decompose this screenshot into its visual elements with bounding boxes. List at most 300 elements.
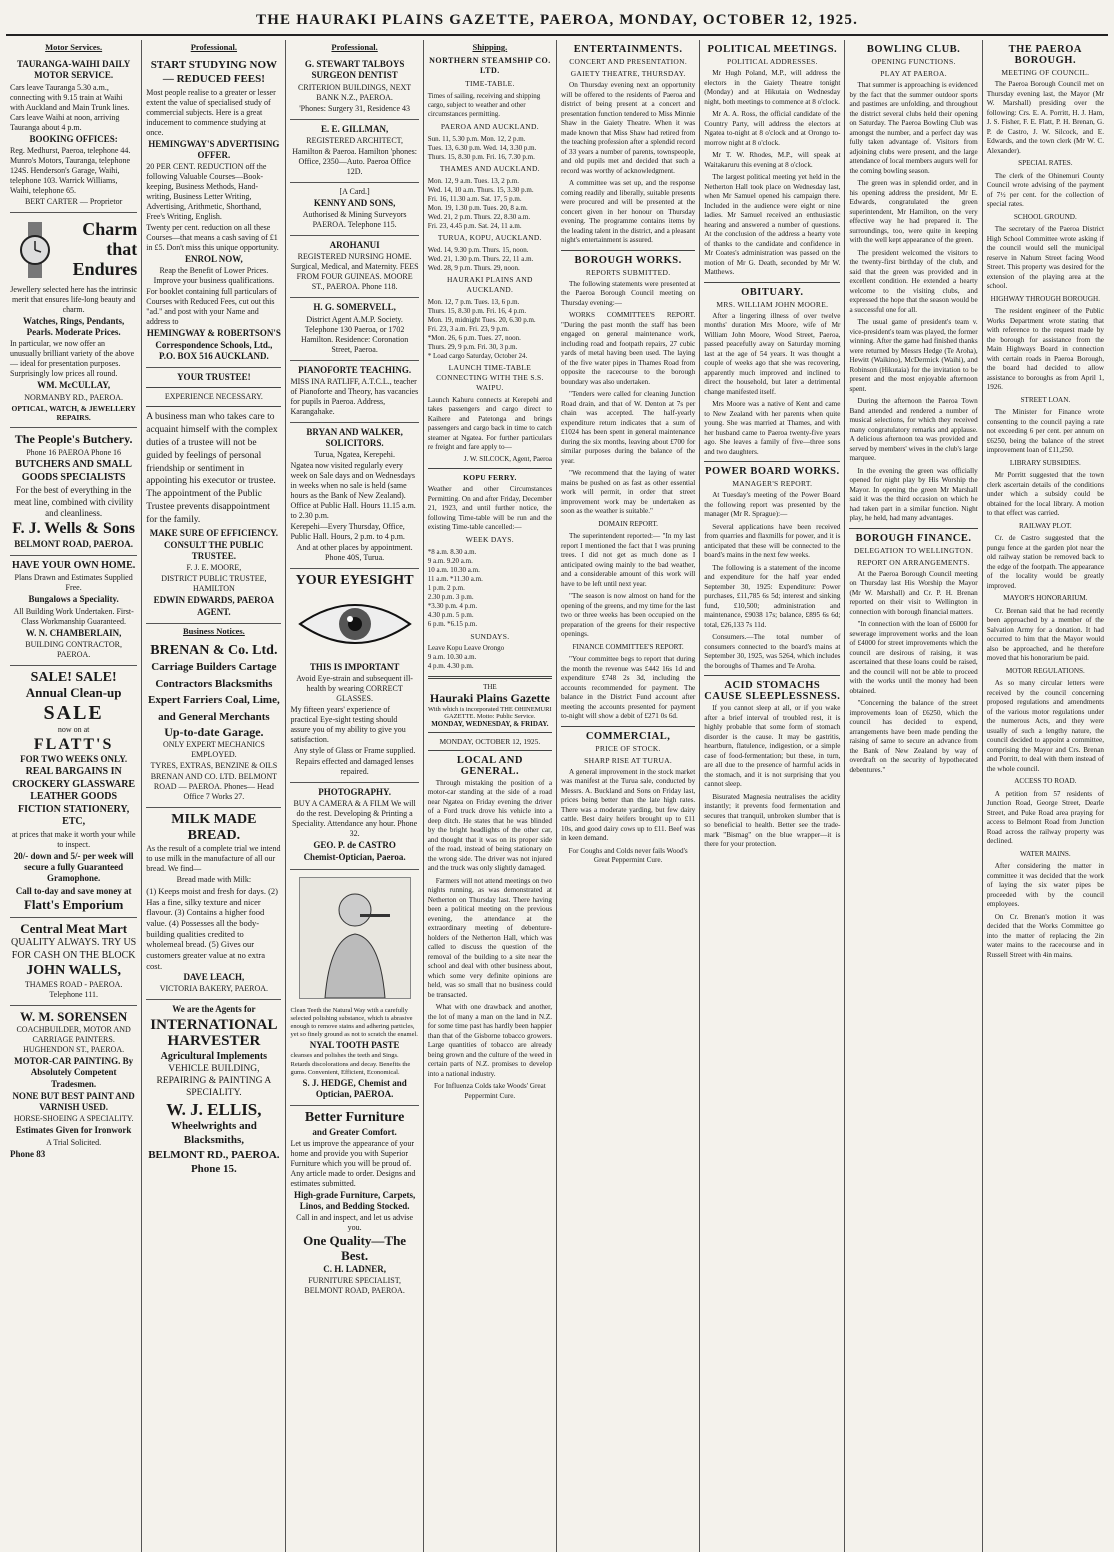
- ad-motor-service: [10, 55, 137, 213]
- ad-card: [A Card.]: [339, 186, 370, 196]
- ferry-row: 1 p.m. 2 p.m.: [427, 584, 465, 593]
- ad-phone: Phone 16 PAEROA Phone 16: [26, 448, 122, 458]
- ad-name: H. G. SOMERVELL,: [313, 302, 396, 313]
- ad-text: TYRES, EXTRAS, BENZINE & OILS: [150, 761, 278, 771]
- article-paragraph: Mr Porritt suggested that the town clerk ascertain details of the conditions under which a subsidy could be obtained for the local library. A motion to that effect was carried.: [986, 471, 1104, 517]
- ad-text: High-grade Furniture, Carpets, Linos, and Bedding Stocked.: [293, 1189, 416, 1212]
- article-paragraph: The largest political meeting yet held in the Netherton Hall took place on Wednesday last, when Mr Samuel opened his campaign there. Included in the audience were eight or nine ladies. Mr Samuel received an enthusiastic hearing and answered a number of questions. At the conclusion of the address a hearty vote of thanks to the candidate and confidence in Mr Coates's administration was passed on the motion of Mr G. Death, seconded by Mr W. Matthews.: [704, 173, 841, 276]
- article-paragraph: That summer is approaching is evidenced by the fact that the summer outdoor sports and pastimes are unfolding, and throughout the district several clubs held their opening on Saturday. The Paeroa Bowling Club was amongst the number, and a perfect day was fully taken advantage of. Visitors from adjoining clubs were present, and the large attendance of local members augurs well for the coming bowling season.: [849, 81, 978, 175]
- ad-public-trustee: [146, 368, 281, 624]
- schedule-row: Wed. 28, 9 p.m. Thurs. 29, noon.: [427, 264, 520, 273]
- ad-trade: Chemist-Optician, Paeroa.: [303, 852, 406, 863]
- article-subhead: MEETING OF COUNCIL.: [1001, 68, 1090, 77]
- divider: [704, 675, 840, 676]
- ferry-row: *3.30 p.m. 4 p.m.: [427, 602, 478, 611]
- ad-name: HEMINGWAY & ROBERTSON'S Correspondence Schools, Ltd., P.O. BOX 516 AUCKLAND.: [146, 328, 281, 361]
- ad-list: (1) Keeps moist and fresh for days. (2) Has a fine, silky texture and nicer flavour. (3) Contains a higher food value. (4) Possesses all the body-building qualities credited to wholemeal bread. (5) Gives our customers greater value at no extra cost.: [146, 886, 278, 971]
- schedule-row: Fri. 16, 11.30 a.m. Sat. 17, 5 p.m.: [427, 194, 522, 203]
- article-paragraph: A general improvement in the stock market was manifest at the Turua sale, conducted by Messrs. A. Buckland and Sons on Friday last, prices being better than the late high rates. There was a moderate yarding, but few dairy cattle. Best dairy heifers brought up to £11 10s, and good dairy cows up to £11. Beef was in keen demand.: [561, 767, 696, 842]
- article-body: [987, 80, 1104, 960]
- article-subhead: DOMAIN REPORT.: [598, 519, 658, 528]
- ad-subtitle: THIS IS IMPORTANT: [309, 661, 400, 672]
- ad-name: W. J. ELLIS,: [166, 1099, 262, 1119]
- schedule-row: Wed. 14, 9.30 p.m. Thurs. 15, noon.: [427, 245, 529, 254]
- ad-phone: 'Phones: Surgery 31, Residence 43: [299, 103, 411, 113]
- article-headline: POLITICAL MEETINGS.: [707, 44, 838, 55]
- divider: [849, 528, 977, 529]
- article-paragraph: "Concerning the balance of the street improvements loan of £6250, which the council has decided to expend, arrangements have been made pending the raising of same to secure an advance from the Bank of New Zealand by way of overdraft on the security of hypothecated debentures.": [849, 699, 978, 774]
- column-3: [286, 40, 423, 1552]
- article-paragraph: Farmers will not attend meetings on two nights running, as was demonstrated at Netherton on Thursday last. There having been a political meeting on the previous evening, the attendance at the extraordinary meeting of debenture-holders of the Netherton Hall, which was called to discuss the question of the removal of the building to a site near the school and deal with other business about, which some very definite opinions are held, was so small that no business could be transacted.: [427, 876, 553, 999]
- article-headline: LOCAL AND GENERAL.: [456, 754, 523, 777]
- ferry-row: 2.30 p.m. 3 p.m.: [427, 593, 474, 602]
- ad-text: now on at: [57, 724, 90, 734]
- article-paragraph: In the evening the green was officially opened for night play by His Worship the Mayor. In opening the green Mr Marshall said it was the third occasion on which he had taken part in a similar function. Night play, he held, had many advantages.: [849, 466, 978, 522]
- ad-text: Reap the Benefit of Lower Prices. Improve your business qualifications.: [153, 266, 275, 286]
- ad-address: CRITERION BUILDINGS, NEXT BANK N.Z., PAEROA.: [298, 82, 412, 102]
- article-headline: BOROUGH FINANCE.: [855, 532, 972, 544]
- ad-speciality: Bungalows a Speciality.: [28, 594, 119, 605]
- ad-title: REGISTERED ARCHITECT,: [306, 135, 403, 145]
- article-headline: COMMERCIAL,: [585, 730, 671, 742]
- article-subhead: RAILWAY PLOT.: [1018, 521, 1072, 530]
- schedule-row: Sun. 11, 5.30 p.m. Mon. 12, 2 p.m.: [427, 134, 526, 143]
- columns: [6, 40, 1108, 1552]
- article-subhead: PRICE OF STOCK.: [595, 743, 661, 753]
- ferry-row: 9 a.m. 10.30 a.m.: [427, 653, 477, 662]
- masthead: THE HAURAKI PLAINS GAZETTE, PAEROA, MONDAY, OCTOBER 12, 1925.: [6, 6, 1108, 36]
- ad-text: ONLY EXPERT MECHANICS EMPLOYED.: [162, 740, 265, 760]
- article-headline: OBITUARY.: [741, 286, 804, 298]
- article-subhead: SHARP RISE AT TURUA.: [584, 755, 673, 765]
- article-paragraph: Several applications have been received from quarries and flaxmills for power, and it is anticipated that these will be connected to the board's mains in the next few weeks.: [704, 522, 841, 559]
- ad-slogan: One Quality—The Best.: [303, 1233, 407, 1263]
- ad-title: TAURANGA-WAIHI DAILY MOTOR SERVICE.: [17, 59, 131, 81]
- article-headline: BOWLING CLUB.: [866, 44, 961, 55]
- ad-text: Kerepehi—Every Thursday, Office, Public Hall. Hours, 2 p.m. to 4 p.m.: [290, 522, 405, 542]
- schedule-row: Wed. 14, 10 a.m. Thurs. 15, 3.30 p.m.: [427, 185, 534, 194]
- ad-name: BRENAN & Co. Ltd.: [150, 642, 278, 658]
- article-footer: For Coughs and Colds never fails Wood's Great Peppermint Cure.: [568, 846, 688, 864]
- article-paragraph: What with one drawback and another, the lot of many a man on the land in N.Z. for some time past has hardly been happier than that of the Gisborne tobacco growers. Large quantities of tobacco are already being grown and the culture of the weed in certain parts of N.Z. promises to develop into a national industry.: [427, 1003, 553, 1078]
- article-paragraph: A petition from 57 residents of Junction Road, George Street, Dearle Street, and Puke Road area praying for access to Belmont Road from Junction Road across the railway property was declined.: [986, 789, 1104, 845]
- ad-milk-bread: [146, 808, 281, 1000]
- ad-footer: BRENAN AND CO. LTD. BELMONT ROAD — PAEROA. Phones— Head Office 7 Works 27.: [150, 772, 278, 802]
- ad-text: QUALITY ALWAYS. TRY US FOR CASH ON THE BLOCK: [11, 937, 137, 961]
- article-subhead: DELEGATION TO WELLINGTON.: [853, 545, 974, 555]
- ad-name: W. N. CHAMBERLAIN,: [25, 627, 122, 638]
- section-heading: Professional.: [190, 42, 238, 52]
- route-heading: THAMES AND AUCKLAND.: [439, 163, 540, 173]
- article-subhead: HIGHWAY THROUGH BOROUGH.: [990, 294, 1101, 303]
- ad-store: Flatt's Emporium: [23, 896, 124, 912]
- ad-text: Reg. Medhurst, Paeroa, telephone 44. Munro's Motors, Tauranga, telephone 124S. Henderson's Garage, Waihi, telephone 103. Warrick Williams, Waihi, telephone 65.: [10, 145, 131, 195]
- ad-sorensen: [10, 1006, 137, 1165]
- ad-text: Call to-day and save money at: [15, 885, 132, 896]
- article-paragraph: On Thursday evening next an opportunity will be offered to the residents of Paeroa and district of being present at a concert and presentation function tendered to Miss Minnie Shaw in the Gaiety Theatre. When it was made known that Miss Shaw had retired from the teaching profession after a splendid record of 33 years a number of parents, townspeople, and old pupils met and decided that such a record was worthy of acknowledgment.: [561, 81, 696, 175]
- ad-headline: Endures: [72, 258, 138, 279]
- eye-icon: [295, 594, 415, 654]
- ad-title: Better Furniture: [304, 1110, 405, 1126]
- article-paragraph: "The season is now almost on hand for the opening of the greens, and my time for the last two or three weeks has been occupied on the preparation of the greens for their respective openings.: [561, 592, 696, 638]
- ad-subtitle: HEMINGWAY'S ADVERTISING OFFER.: [148, 138, 280, 160]
- ad-name: AROHANUI: [329, 240, 380, 250]
- ad-name: E. E. GILLMAN,: [320, 123, 389, 134]
- article-paragraph: At the Paeroa Borough Council meeting on Thursday last His Worship the Mayor (Mr W. Marshall) and Cr. P. H. Brenan reported on their visit to Wellington in connection with borough financial matters.: [849, 569, 978, 616]
- column-2: [142, 40, 286, 1552]
- ad-title: PHOTOGRAPHY.: [318, 786, 391, 797]
- article-subhead: SCHOOL GROUND.: [1013, 212, 1077, 221]
- divider: [428, 676, 552, 679]
- schedule-note: * Load cargo Saturday, October 24.: [427, 352, 528, 361]
- ad-text: Estimates Given for Ironwork: [15, 1125, 132, 1136]
- ad-name: GEO. P. de CASTRO: [313, 840, 396, 851]
- ad-eyesight: [290, 569, 418, 783]
- ad-photography: [290, 783, 418, 870]
- ad-text: A Trial Solicited.: [46, 1137, 102, 1147]
- shipping-schedule: [428, 56, 552, 672]
- article-subhead: SPECIAL RATES.: [1018, 159, 1073, 167]
- ad-text: 20/- down and 5/- per week will secure a fully Guaranteed Gramophone.: [13, 850, 134, 884]
- ad-proprietor: BERT CARTER — Proprietor: [24, 196, 123, 206]
- ad-name: NYAL TOOTH PASTE: [309, 1040, 400, 1051]
- ad-phone: Phone 83: [10, 1148, 46, 1159]
- route-heading: TURUA, KOPU, AUCKLAND.: [437, 233, 542, 243]
- ad-name: KENNY AND SONS,: [313, 197, 396, 208]
- ad-subtitle: BUTCHERS AND SMALL GOODS SPECIALISTS: [15, 459, 132, 483]
- ad-subtitle: CONSULT THE PUBLIC TRUSTEE.: [163, 539, 264, 562]
- ad-store: FLATT'S: [33, 735, 114, 753]
- ferry-text: Weather and other Circumstances Permitting. On and after Friday, December 21, 1923, and until further notice, the following Time-table will be run and the existing Time-table cancelled:—: [427, 485, 553, 532]
- ad-jeweller: [10, 213, 137, 429]
- man-brushing-teeth-illustration: [299, 877, 411, 999]
- article-paragraph: After considering the matter in committee it was decided that the work of laying the six water pipes be proceeded with by the council employees.: [986, 862, 1104, 908]
- ad-tooth-paste: [290, 870, 418, 1107]
- ad-piano: [290, 361, 418, 423]
- ad-text: Jewellery selected here has the intrinsic merit that ensures life-long beauty and charm.: [10, 284, 138, 314]
- article-paragraph: Mr T. W. Rhodes, M.P., will speak at Waitakaruru this evening at 8 o'clock.: [704, 151, 841, 169]
- ad-subtitle: and Greater Comfort.: [312, 1126, 397, 1137]
- article-paragraph: After a lingering illness of over twelve months' duration Mrs Moore, wife of Mr William John Moore, Wood Street, Paeroa, passed peacefully away on Saturday morning last at the age of 54 years. It was thought a couple of weeks ago that she was recovering, apparently much improved and inclined to direct the household, but later a detrimental change manifested itself.: [704, 311, 841, 396]
- article-paragraph: At Tuesday's meeting of the Power Board the following report was presented by the manager (Mr R. Sprague):—: [704, 491, 841, 518]
- article-paragraph: The Paeroa Borough Council met on Thursday evening last, the Mayor (Mr W. Marshall) presiding over the following: Crs. E. A. Porritt, H. J. Ham, J. S. Fisher, F. E. Flatt, P. H. Brenan, G. P. de Castro, J. W. Silcock, and E. Edwards, and the town clerk (Mr W. C. Alexander).: [986, 80, 1104, 155]
- article-body: [428, 779, 552, 1102]
- divider: [428, 468, 552, 469]
- ad-agent: EDWIN EDWARDS, PAEROA AGENT.: [153, 595, 275, 617]
- ad-brenan: [146, 639, 281, 809]
- ad-items: Watches, Rings, Pendants, Pearls. Moderate Prices.: [23, 315, 125, 337]
- article-body: [704, 704, 840, 850]
- ad-text: Ngatea now visited regularly every week on Sale days and on Wednesdays in weeks when no sale is held (same hours as the Bank of New Zealand). Office at Public Hall. Hours 11.15 a.m. to 2.30 p.m.: [290, 461, 416, 521]
- ad-text: Any style of Glass or Frame supplied.: [293, 745, 416, 755]
- section-heading: Motor Services.: [45, 42, 103, 52]
- schedule-row: Fri. 23, 3 a.m. Fri. 23, 9 p.m.: [427, 324, 509, 333]
- article-headline: ENTERTAINMENTS.: [573, 44, 683, 55]
- ad-list: REAL BARGAINS IN CROCKERY GLASSWARE LEATHER GOODS FICTION STATIONERY, ETC,: [12, 766, 136, 828]
- route-heading: LAUNCH TIME-TABLE CONNECTING WITH THE S.S. WAIPU.: [436, 363, 544, 392]
- ad-text: cleanses and polishes the teeth and Sings. Retards discolorations and decay. Benefits the gums. Convenient, Efficient, Economical.: [290, 1052, 411, 1076]
- ad-trade: OPTICAL, WATCH, & JEWELLERY REPAIRS.: [11, 403, 136, 422]
- ferry-week-heading: WEEK DAYS.: [465, 534, 514, 544]
- ad-title: YOUR TRUSTEE!: [177, 372, 251, 382]
- article-headline: ACID STOMACHS CAUSE SLEEPLESSNESS.: [704, 680, 841, 702]
- article-paragraph: The superintendent reported:— "In my last report I mentioned the fact that I was pruning trees. I did not get as much done as I anticipated owing mainly to the bad weather, and a considerable amount of this work will have to be left until next year.: [561, 532, 696, 588]
- schedule-row: Mon. 19, 1.30 p.m. Tues. 20, 8 a.m.: [427, 203, 528, 212]
- timetable-heading: TIME-TABLE.: [465, 78, 515, 88]
- ad-list: Carriage Builders Cartage Contractors Blacksmiths Expert Farriers Coal, Lime, and General Merchants: [148, 661, 280, 723]
- ad-text: A business man who takes care to acquaint himself with the complex duties of a trustee will not be guided by feelings of personal friendship or sentiment in appointing his executor or trustee. The appointment of the Public Trustee prevents disappointment for the family.: [146, 412, 278, 525]
- ad-title: PIANOFORTE TEACHING.: [298, 364, 412, 375]
- article-body: [704, 312, 840, 458]
- ad-chemist: S. J. HEDGE, Chemist and Optician, PAEROA.: [302, 1077, 407, 1100]
- ad-name: BRYAN AND WALKER, SOLICITORS.: [306, 426, 403, 448]
- ad-trade: Wheelwrights and Blacksmiths,: [170, 1120, 257, 1147]
- nameplate-date: MONDAY, OCTOBER 12, 1925.: [439, 736, 541, 746]
- ad-dentist: [290, 55, 418, 120]
- nameplate-days: MONDAY, WEDNESDAY, & FRIDAY.: [431, 719, 549, 728]
- ad-subtitle: Agricultural Implements: [160, 1050, 268, 1062]
- ad-address: FURNITURE SPECIALIST, BELMONT ROAD, PAEROA.: [304, 1276, 405, 1296]
- nameplate-subtitle: With which is incorporated THE OHINEMURI GAZETTE. Motto: Public Service.: [428, 705, 552, 720]
- ad-title: START STUDYING NOW— REDUCED FEES!: [150, 59, 278, 85]
- ad-nursing-home: [290, 236, 418, 298]
- ferry-row: 6 p.m. *6.15 p.m.: [427, 620, 478, 629]
- ad-text: BUY A CAMERA & A FILM We will do the rest. Developing & Printing a Speciality. Attendance any hour. Phone 32.: [291, 799, 418, 839]
- article-subhead: LIBRARY SUBSIDIES.: [1009, 458, 1081, 467]
- article-subhead: MANAGER'S REPORT.: [732, 479, 813, 488]
- ad-headline: that: [106, 238, 138, 259]
- ad-surveyors: [290, 183, 418, 236]
- ad-address: THAMES ROAD - PAEROA. Telephone 111.: [24, 979, 123, 999]
- ferry-heading: KOPU FERRY.: [463, 472, 517, 482]
- ferry-sunday-heading: SUNDAYS.: [470, 631, 510, 641]
- ad-furniture: [290, 1106, 418, 1301]
- ad-harvester: [146, 1000, 281, 1181]
- article-headline: THE PAEROA BOROUGH.: [1008, 44, 1083, 66]
- ad-title: The People's Butchery.: [14, 432, 133, 447]
- ad-name: F. J. Wells & Sons: [12, 520, 135, 537]
- section-heading: Shipping.: [472, 42, 508, 52]
- column-1: [6, 40, 142, 1552]
- ad-name: DAVE LEACH,: [183, 972, 245, 983]
- article-subhead: MOTOR REGULATIONS.: [1005, 666, 1085, 675]
- article-headline: POWER BOARD WORKS.: [705, 466, 840, 477]
- ad-subtitle: Bread made with Milk:: [176, 875, 252, 885]
- article-paragraph: The green was in splendid order, and in his opening address the president, Mr E. Edwards, congratulated the green superintendent, Mr Hamilton, on the very effective way he had prepared it. The surroundings, too, were quite in keeping with the well kept appearance of the green.: [849, 179, 978, 244]
- article-paragraph: Mr Hugh Poland, M.P., will address the electors in the Gaiety Theatre tonight (Monday) and at Hikutaia on Wednesday night, both meetings to commence at 8 o'clock.: [704, 69, 841, 106]
- ad-meat-mart: [10, 918, 137, 1006]
- section-heading: Business Notices.: [182, 625, 245, 636]
- ad-subtitle: EXPERIENCE NECESSARY.: [164, 392, 263, 402]
- article-paragraph: "Tenders were called for cleaning Junction Road drain, and that of W. Denton at 7s per chain was accepted. The half-yearly expenditure return indicates that a sum of £1024 has been spent in general maintenance during the six months, leaving about £700 for similar purposes during the balance of the year.: [561, 390, 696, 465]
- ad-text: Twenty per cent. reduction on all these Courses—that means a cash saving of £1 in £5. Don't miss this unique opportunity.: [146, 223, 279, 252]
- schedule-row: Wed. 21, 1.30 p.m. Thurs. 22, 11 a.m.: [427, 255, 534, 263]
- ad-butchery: [10, 428, 137, 556]
- column-4: [424, 40, 557, 1552]
- ad-address: Turua, Ngatea, Kerepehi.: [314, 450, 395, 460]
- schedule-row: Fri. 23, 4.45 p.m. Sat. 24, 11 a.m.: [427, 222, 522, 231]
- ad-text: District Agent A.M.P. Society. Telephone 130 Paeroa, or 1702 Hamilton. Residence: Coronation Street, Paeroa.: [300, 314, 409, 354]
- ad-name: F. J. E. MOORE,: [186, 563, 242, 573]
- ad-name: C. H. LADNER,: [323, 1264, 386, 1274]
- ad-text: For the best of everything in the meat line, combined with civility and cleanliness.: [14, 485, 134, 518]
- divider: [428, 750, 552, 751]
- ad-text: MOTOR-CAR PAINTING. By Absolutely Competent Tradesmen.: [14, 1056, 134, 1089]
- ad-flatts-sale: [10, 666, 137, 918]
- article-paragraph: The usual game of president's team v. vice-president's team was played, the former winning. After the game had finished thanks were returned by Messrs Hedge (Te Aroha), Hewitt (Waikino), McDermick (Waihi), and Robinson (Hikutaia) for the invitation to be present and the most enjoyable afternoon spent.: [849, 318, 978, 393]
- watch-icon: [10, 220, 60, 280]
- ad-caption: Clean Teeth the Natural Way with a carefully selected polishing substance, which is abrasive enough to remove stains and adhering particles, yet so finely ground as not to scratch the enamel.: [290, 1006, 418, 1039]
- ferry-row: 4 p.m. 4.30 p.m.: [427, 662, 474, 671]
- ferry-row: Leave Kopu Leave Orongo: [427, 644, 505, 653]
- route-heading: HAURAKI PLAINS AND AUCKLAND.: [446, 275, 533, 294]
- section-heading: Professional.: [331, 42, 378, 52]
- article-paragraph: The president welcomed the visitors to the twenty-first birthday of the club, and said that the green was provided and in excellent condition. He extended a hearty welcome to the visiting clubs, and expressed the hope that the season would be a successful one for all.: [849, 248, 978, 314]
- schedule-row: Mon. 12, 9 a.m. Tues. 13, 2 p.m.: [427, 176, 519, 185]
- ad-address: NORMANBY RD., PAEROA.: [24, 392, 124, 402]
- ad-title: YOUR EYESIGHT: [295, 573, 414, 589]
- article-paragraph: As so many circular letters were received by the council concerning proposed regulations and amendments of the various motor regulations under the numerous Acts, and they were usually of such a lengthy nature, the council decided to appoint a committee, comprising the Mayor and Crs. Brenan and Porritt, to deal with them instead of the whole council.: [986, 679, 1104, 773]
- article-paragraph: Through mistaking the position of a motor-car standing at the side of a road near Ngatea on Friday evening the driver of a Ford truck drove his vehicle into a deep ditch. He states that he was blinded by the bright headlights of the other car, and thought that it was on its proper side of the road, instead of being stationary on the wrong side. The driver was not injured and the truck was only slightly damaged.: [427, 778, 553, 873]
- ad-text: Let us improve the appearance of your home and provide you with Superior Furniture which you will be proud of. Any article made to order. Designs and estimates submitted.: [290, 1138, 416, 1188]
- ferry-row: *8 a.m. 8.30 a.m.: [427, 547, 477, 556]
- ad-text: MISS INA RATLIFF, A.T.C.L., teacher of Pianoforte and Theory, has vacancies for pupils in Paeroa. Address, Karangahake.: [290, 376, 419, 416]
- ferry-row: 11 a.m. *11.30 a.m.: [427, 574, 483, 583]
- article-paragraph: "In connection with the loan of £6000 for sewerage improvement works and the loan of £4000 for street improvements which the council are desirous of raising, it was ascertained that these loans could be raised, and the council will not be able to proceed with the works until the money had been obtained.: [849, 620, 978, 695]
- ad-text: Most people realise to a greater or lesser extent the value of specialised study of commercial subjects. Here is a great inducement to commence studying at once.: [146, 87, 276, 137]
- article-paragraph: The following statements were presented at the Paeroa Borough Council meeting on Thursday evening:—: [561, 279, 696, 307]
- ad-text: Plans Drawn and Estimates Supplied Free.: [14, 573, 133, 593]
- ad-text: My fifteen years' experience of practical Eye-sight testing should assure you of my ability to give you satisfaction.: [290, 704, 406, 744]
- ad-name: W. M. SORENSEN: [20, 1008, 128, 1024]
- column-8: [983, 40, 1108, 1552]
- ad-title: Central Meat Mart: [20, 921, 128, 937]
- ad-address: VICTORIA BAKERY, PAEROA.: [159, 984, 269, 994]
- ad-subtitle: BOOKING OFFICES:: [29, 133, 118, 144]
- ad-text: All Building Work Undertaken. First-Class Workmanship Guaranteed.: [13, 606, 134, 626]
- schedule-row: Tues. 13, 6.30 p.m. Wed. 14, 3.30 p.m.: [427, 143, 537, 152]
- ad-headline: SALE! SALE!: [30, 669, 117, 685]
- ferry-row: 10 a.m. 10.30 a.m.: [427, 565, 480, 574]
- article-paragraph: On Cr. Brenan's motion it was decided that the Works Committee go into the matter of replacing the 2in water mains to the racecourse and in Russell Street with 4in mains.: [986, 912, 1104, 959]
- article-subhead: FINANCE COMMITTEE'S REPORT.: [572, 642, 684, 651]
- ad-text: at prices that make it worth your while to inspect.: [11, 829, 136, 849]
- ad-office: DISTRICT PUBLIC TRUSTEE, HAMILTON: [161, 574, 267, 594]
- column-5: [557, 40, 700, 1552]
- article-paragraph: "Your committee begs to report that during the month the revenue was £442 16s 1d and expenditure £748 2s 3d, including the accounts recommended for payment. The balance in the District Fund account after meeting the accounts presented for payment to-night will show a debit of £271 0s 6d.: [561, 655, 696, 720]
- ad-text: VEHICLE BUILDING, REPAIRING & PAINTING A SPECIALITY.: [156, 1064, 272, 1098]
- ad-hemingway: [146, 55, 281, 368]
- ferry-row: 9 a.m. 9.20 a.m.: [427, 556, 473, 565]
- article-subhead: OPENING FUNCTIONS.: [871, 57, 956, 66]
- ad-text: We are the Agents for: [172, 1004, 256, 1015]
- article-subhead: MAYOR'S HONORARIUM.: [1003, 594, 1088, 602]
- article-paragraph: WORKS COMMITTEE'S REPORT. "During the past month the staff has been engaged on general maintenance work, including road and footpath repairs, 27 cubic yards of metal having been used. The laying of the five water pipes in Thames Road from opposite the racecourse to the borough boundary was also undertaken.: [561, 311, 696, 386]
- article-subhead: WATER MAINS.: [1019, 849, 1071, 858]
- article-subhead: CONCERT AND PRESENTATION.: [569, 57, 688, 66]
- article-subhead: GAIETY THEATRE, THURSDAY.: [570, 69, 686, 78]
- ad-title: MILK MADE BREAD.: [171, 812, 257, 843]
- ad-solicitors: [290, 423, 418, 570]
- schedule-text: Launch Kahuru connects at Kerepehi and takes passengers and cargo direct to Kaihere and Patetonga and brings passengers and cargo back in time to catch steamer at Ngatea. For further particulars re freight and fare apply to—: [427, 395, 553, 452]
- article-paragraph: Mrs Moore was a native of Kent and came to New Zealand with her parents when quite young. She was married at Thames, and with her husband came to Paeroa twenty-five years ago. She leaves a family of five—three sons and two daughters.: [704, 400, 841, 456]
- ad-text: Hamilton & Paeroa. Hamilton 'phones: Office, 2350—Auto. Paeroa Office 12D.: [292, 146, 417, 176]
- article-body: [704, 69, 840, 278]
- route-heading: PAEROA AND AUCKLAND.: [440, 121, 539, 131]
- nameplate-article: THE: [483, 682, 497, 691]
- article-paragraph: Consumers.—The total number of consumers connected to the board's mains at September 30, 1925, was 5264, which includes the boroughs of Thames and Te Aroha.: [704, 633, 841, 670]
- column-7: [845, 40, 982, 1552]
- article-paragraph: The clerk of the Ohinemuri County Council wrote advising of the payment of 7½ per cent. for the collection of special rates.: [986, 171, 1104, 208]
- ad-text: Authorised & Mining Surveyors PAEROA. Telephone 115.: [302, 210, 407, 229]
- article-body: [849, 570, 977, 776]
- ad-text: As the result of a complete trial we intend to use milk in the manufacture of all our bread. We find—: [146, 844, 281, 874]
- ad-text: NONE BUT BEST PAINT AND VARNISH USED.: [12, 1090, 135, 1113]
- schedule-row: Thurs. 29, 9 p.m. Fri. 30, 3 p.m.: [427, 343, 518, 352]
- ferry-row: 4.30 p.m. 5 p.m.: [427, 611, 474, 620]
- article-paragraph: The Minister for Finance wrote consenting to the council paying a rate not exceeding 6 per cent. per annum on £6250, being the balance of the street improvement loan of £11,250.: [986, 408, 1104, 454]
- company-name: NORTHERN STEAMSHIP CO. LTD.: [429, 56, 551, 76]
- ad-text: 20 PER CENT. REDUCTION off the following Valuable Courses—Book-keeping, Business Methods, Hand-writing, Business Letter Writing, Advertising, Arithmetic, Shorthand, Free's Writing, English.: [146, 162, 267, 221]
- ad-trade: BUILDING CONTRACTOR, PAEROA.: [25, 639, 122, 659]
- column-6: [700, 40, 845, 1552]
- article-paragraph: A committee was set up, and the response coming readily and liberally, suitable presents were procured and will be presented at the concert given in her honour on Thursday evening. The programme contains items by the leading talent in the district, and a pleasant night's entertainment is assured.: [561, 179, 696, 244]
- ad-subtitle: ENROL NOW,: [185, 254, 243, 264]
- nameplate-title: Hauraki Plains Gazette: [429, 690, 550, 705]
- divider: [146, 387, 281, 388]
- ad-builder: [10, 556, 137, 666]
- article-paragraph: The resident engineer of the Public Works Department wrote stating that with reference to the request made by the borough for assistance from the Main Highways Board in connection with certain roads in Paeroa Borough, the board had decided to allow assistance to boroughs as from April 1, 1926.: [986, 307, 1104, 391]
- divider: [146, 406, 281, 407]
- article-body: [849, 81, 977, 524]
- article-body: [561, 280, 695, 722]
- ad-text: COACHBUILDER, MOTOR AND CARRIAGE PAINTERS. HUGHENDON ST., PAEROA.: [16, 1025, 131, 1055]
- article-subhead: STREET LOAN.: [1020, 395, 1071, 404]
- ad-address: BELMONT RD., PAEROA. Phone 15.: [148, 1148, 280, 1175]
- article-subhead: PLAY AT PAEROA.: [880, 69, 947, 78]
- article-paragraph: Cr. Brenan said that he had recently been approached by a member of the Salvation Army for a donation. It had occurred to him that the Mayor would also be approached, and he therefore moved that his honorarium be paid.: [986, 606, 1104, 662]
- ad-name: INTERNATIONAL HARVESTER: [150, 1016, 278, 1050]
- ad-text: Repairs effected and damaged lenses repaired.: [295, 756, 414, 776]
- divider: [561, 250, 695, 251]
- article-paragraph: If you cannot sleep at all, or if you wake after a brief interval of troubled rest, it is highly probable that some form of stomach disorder is the cause. It may be gastritis, heartburn, flatulence, indigestion, or a simple case of food-fermentation; but these, in turn, are all due to the presence of harmful acids in the stomach, and it is not surprising that you cannot sleep.: [704, 704, 841, 788]
- article-footer: For Influenza Colds take Woods' Great Peppermint Cure.: [433, 1082, 546, 1100]
- ad-headline: Annual Clean-up: [25, 685, 122, 701]
- ad-text: And at other places by appointment. Phone 40S, Turua.: [296, 543, 413, 563]
- ad-text: REGISTERED NURSING HOME. Surgical, Medical, and Maternity. FEES FROM FOUR GUINEAS. MOORE ST., PAEROA. Phone 118.: [290, 252, 419, 292]
- ad-architect: [290, 120, 418, 183]
- article-paragraph: Mr A. A. Ross, the official candidate of the Country Party, will address the electors at Ngatea to-night at 8 o'clock and at Orongo to-morrow night at 8 o'clock.: [704, 110, 841, 147]
- article-paragraph: The following is a statement of the income and expenditure for the half year ended September 30, 1925: Expenditure: Power purchases, £11,785 6s 5d; interest and sinking fund, £10,500; administration and maintenance, £9038 17s; balance, £895 6s 6d; total, £26,133 7s 11d.: [704, 563, 841, 629]
- divider: [561, 726, 695, 727]
- article-subhead: REPORTS SUBMITTED.: [585, 267, 671, 277]
- divider: [428, 732, 552, 733]
- schedule-row: Mon. 19, midnight Tues. 20, 6.30 p.m.: [427, 315, 536, 324]
- divider: [704, 461, 840, 462]
- article-subhead: POLITICAL ADDRESSES.: [726, 57, 818, 66]
- ad-text: Avoid Eye-strain and subsequent ill-health by wearing CORRECT GLASSES.: [296, 673, 413, 703]
- article-paragraph: Bisurated Magnesia neutralises the acidity instantly; it prevents food fermentation and secures that tranquil, unbroken slumber that is so beneficial to health. Better see the trade-mark "Bismag" on the blue wrapper—it is there for your protection.: [704, 792, 841, 848]
- ad-headline: SALE: [43, 701, 104, 724]
- article-paragraph: Cr. de Castro suggested that the pungu fence at the garden plot near the old railway station be removed back to the edge of the footpath. The appearance of the locality would be greatly improved.: [986, 534, 1104, 590]
- ad-text: In particular, we now offer an unusually brilliant variety of the above — ideal for presentation purposes. Surprisingly low prices all round.: [10, 339, 135, 379]
- schedule-agent: J. W. SILCOCK, Agent, Paeroa: [463, 454, 553, 463]
- ad-text: HORSE-SHOEING A SPECIALITY.: [13, 1114, 134, 1124]
- ad-name: G. STEWART TALBOYS SURGEON DENTIST: [304, 59, 405, 81]
- ad-address: BELMONT ROAD, PAEROA.: [14, 538, 133, 549]
- paper-nameplate: [428, 683, 552, 751]
- article-body: [561, 768, 695, 866]
